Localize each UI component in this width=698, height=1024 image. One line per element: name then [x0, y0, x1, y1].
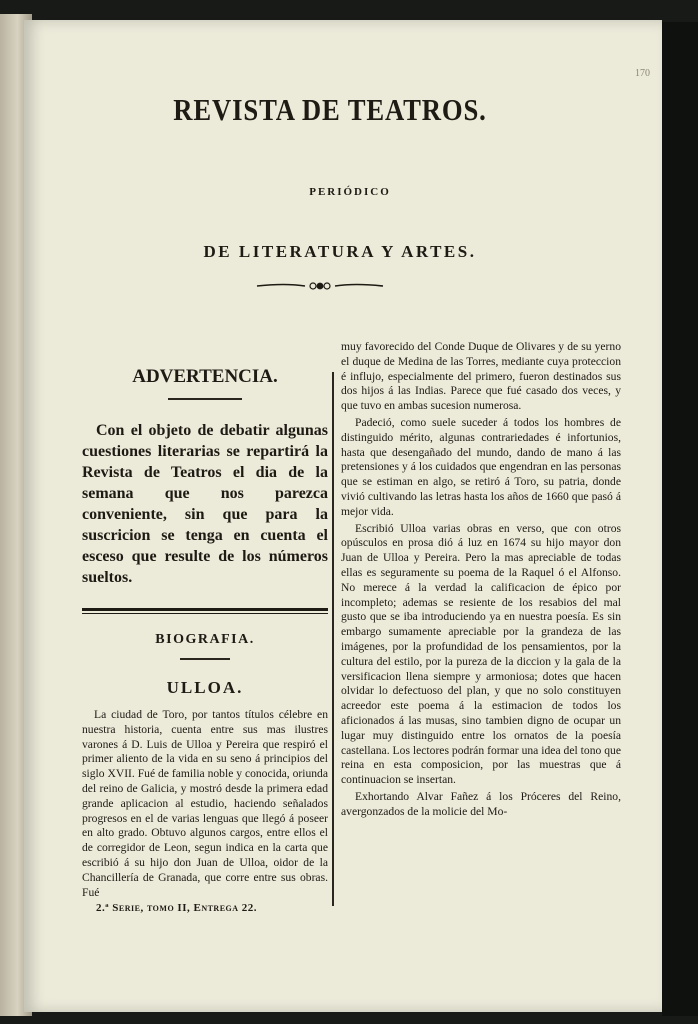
advertencia-text: Con el objeto de debatir algunas cuestiones literarias se repartirá la Revista de Teatros el dia de la semana que nos parezca conveniente, sin que para la suscricion se tenga en cuenta el esceso que resulte de los números sueltos.	[82, 422, 328, 586]
column-rule	[332, 372, 334, 906]
short-divider	[168, 398, 242, 400]
series-footer: 2.ª Serie, tomo II, Entrega 22.	[96, 902, 258, 915]
continuation-paragraph-3: Escribió Ulloa varias obras en verso, que con otros opúsculos en prosa dió á luz en 1674 su hijo mayor don Juan de Ulloa y Pereira. Pero la mas apreciable de todas ellas es seguramente su poema de la Raquel ó el Alfonso. No merece á la verdad la calificacion de épico por incompleto; ademas se resiente de los resabios del mal gusto que se iba introduciendo ya en nuestra poesía. Es sin embargo sumamente apreciable por la grandeza de las imágenes, por la profundidad de los pensamientos, por la cultura del estilo, por la pureza de la diccion y la gala de la versificacion llena siempre y armoniosa; dotes que hacen olvidar lo defectuoso del plan, y que no solo constituyen acreedor este poema á la estimacion de todos los aficionados á las musas, sino tambien digno de ocupar un lugar muy distinguido entre los ornatos de la poesía castellana. Los lectores podrán formar una idea del tono que reina en esta composicion, por las muestras que á continuacion se insertan.	[341, 521, 621, 787]
left-column	[82, 362, 328, 914]
right-column	[341, 340, 621, 822]
small-divider	[180, 658, 230, 660]
ulloa-heading: ULLOA.	[166, 678, 244, 697]
section-divider	[82, 608, 328, 614]
continuation-paragraph-1: muy favorecido del Conde Duque de Olivares y de su yerno el duque de Medina de las Torres, mediante cuya proteccion é influjo, especialmente del primero, fueron destinados sus dos hijos á las Indias. Parece que fué casado dos veces, y que tuvo en ambas sucesion numerosa.	[341, 340, 621, 413]
continuation-paragraph-2: Padeció, como suele suceder á todos los hombres de distinguido mérito, algunas contrariedades é infortunios, hasta que desengañado del mundo, dando de mano á las pretensiones y á los cuidados que engendran en las personas que se estiman en algo, se retiró á Toro, su patria, donde vivió cultivando las letras hasta los años de 1660 que pasó á mejor vida.	[341, 415, 621, 518]
scan-background	[662, 22, 698, 1016]
journal-subtitle: DE LITERATURA Y ARTES.	[203, 242, 477, 261]
advertencia-heading: ADVERTENCIA.	[132, 366, 278, 387]
ornament-divider	[255, 280, 385, 292]
biografia-heading: BIOGRAFIA.	[155, 632, 255, 647]
page-number: 170	[635, 68, 650, 79]
periodico-label: PERIÓDICO	[309, 186, 391, 198]
biography-paragraph: La ciudad de Toro, por tantos títulos célebre en nuestra historia, cuenta entre sus mas ilustres varones á D. Luis de Ulloa y Pereira que respiró el primer aliento de la vida en su seno á principios del siglo XVII. Fué de familia noble y conocida, oriunda del reino de Galicia, y mostró desde la primera edad grande aplicacion al estudio, haciendo señalados progresos en el de varias lenguas que llegó á poseer en alto grado. Obtuvo algunos cargos, entre ellos el de corregidor de Leon, segun indica en la carta que escribió á su hijo don Juan de Ulloa, oidor de la Chancillería de Granada, que corre entre sus obras. Fué	[82, 708, 328, 899]
continuation-paragraph-4: Exhortando Alvar Fañez á los Próceres del Reino, avergonzados de la molicie del Mo-	[341, 789, 621, 818]
journal-title: REVISTA DE TEATROS.	[173, 92, 487, 127]
